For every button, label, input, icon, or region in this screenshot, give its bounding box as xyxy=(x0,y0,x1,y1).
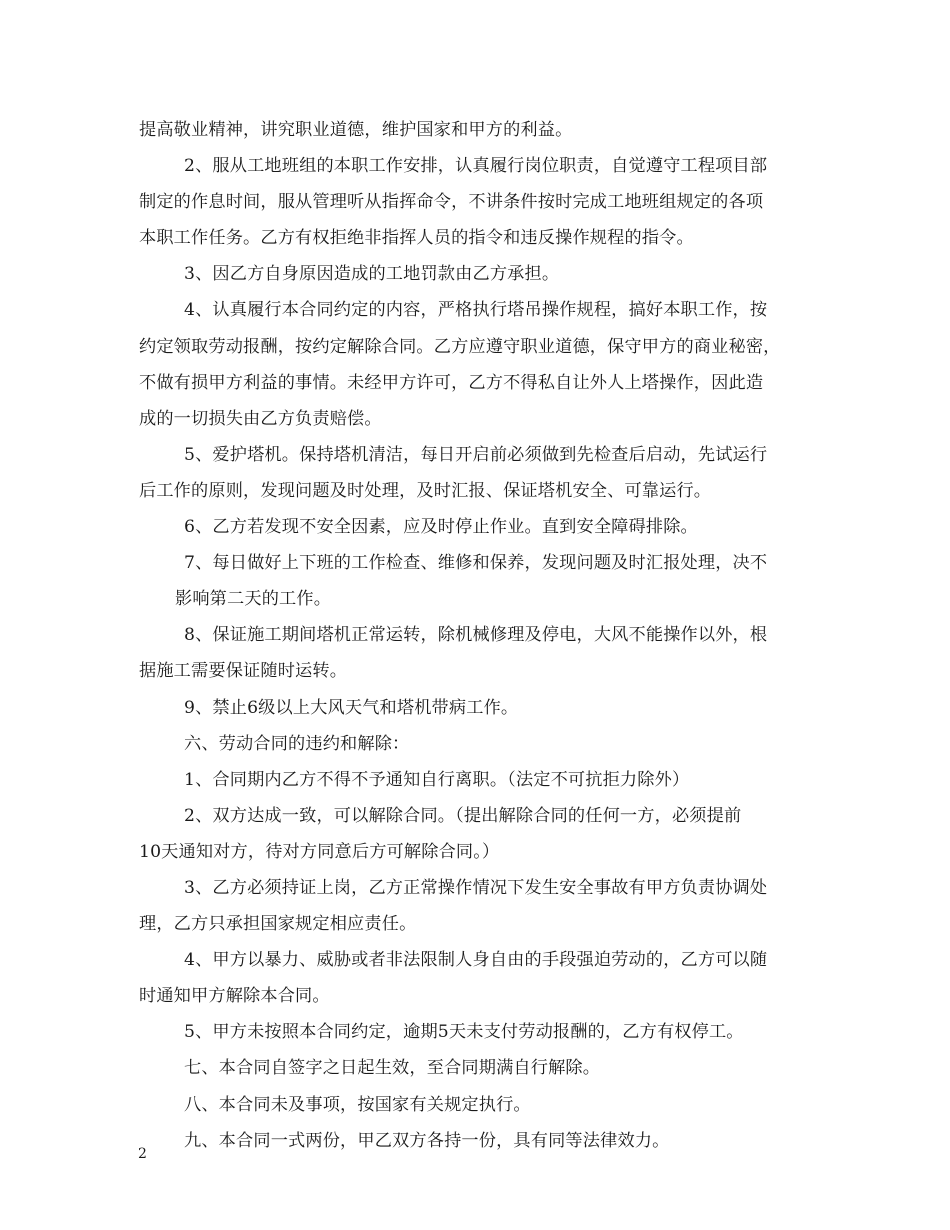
text-line: 1、合同期内乙方不得不予通知自行离职。（法定不可抗拒力除外） xyxy=(184,769,690,790)
text-line: 5、甲方未按照本合同约定，逾期5天未支付劳动报酬的，乙方有权停工。 xyxy=(184,1022,744,1043)
text-line: 2、双方达成一致，可以解除合同。（提出解除合同的任何一方，必须提前 xyxy=(184,805,742,826)
text-line: 3、乙方必须持证上岗，乙方正常操作情况下发生安全事故有甲方负责协调处 xyxy=(184,877,768,898)
section-heading: 六、劳动合同的违约和解除： xyxy=(184,733,410,754)
text-line: 4、甲方以暴力、威胁或者非法限制人身自由的手段强迫劳动的，乙方可以随 xyxy=(184,950,768,971)
text-line: 6、乙方若发现不安全因素，应及时停止作业。直到安全障碍排除。 xyxy=(184,517,698,538)
text-line: 10天通知对方，待对方同意后方可解除合同。） xyxy=(139,841,500,862)
text-line: 据施工需要保证随时运转。 xyxy=(139,661,348,682)
page-number: 2 xyxy=(138,1146,147,1162)
text-line: 本职工作任务。乙方有权拒绝非指挥人员的指令和违反操作规程的指令。 xyxy=(139,228,694,249)
document-body xyxy=(139,112,813,1159)
text-line: 提高敬业精神，讲究职业道德，维护国家和甲方的利益。 xyxy=(139,120,573,140)
text-line: 9、禁止6级以上大风天气和塔机带病工作。 xyxy=(184,697,519,718)
text-line: 4、认真履行本合同约定的内容，严格执行塔吊操作规程，搞好本职工作，按 xyxy=(184,300,768,321)
section-heading: 七、本合同自签字之日起生效，至合同期满自行解除。 xyxy=(184,1058,601,1079)
text-line: 制定的作息时间，服从管理听从指挥命令，不讲条件按时完成工地班组规定的各项 xyxy=(139,192,764,213)
text-line: 3、因乙方自身原因造成的工地罚款由乙方承担。 xyxy=(184,264,560,285)
text-line: 7、每日做好上下班的工作检查、维修和保养，发现问题及时汇报处理，决不 xyxy=(184,553,768,574)
text-line: 理，乙方只承担国家规定相应责任。 xyxy=(139,914,417,935)
text-line: 影响第二天的工作。 xyxy=(175,589,332,610)
section-heading: 八、本合同未及事项，按国家有关规定执行。 xyxy=(184,1094,531,1115)
text-line: 后工作的原则，发现问题及时处理，及时汇报、保证塔机安全、可靠运行。 xyxy=(139,480,712,501)
text-line: 约定领取劳动报酬，按约定解除合同。乙方应遵守职业道德，保守甲方的商业秘密， xyxy=(139,336,781,357)
text-line: 时通知甲方解除本合同。 xyxy=(139,986,330,1007)
text-line: 不做有损甲方利益的事情。未经甲方许可，乙方不得私自让外人上塔操作，因此造 xyxy=(139,372,764,393)
text-line: 2、服从工地班组的本职工作安排，认真履行岗位职责，自觉遵守工程项目部 xyxy=(184,156,768,177)
text-line: 8、保证施工期间塔机正常运转，除机械修理及停电，大风不能操作以外，根 xyxy=(184,625,768,646)
text-line: 成的一切损失由乙方负责赔偿。 xyxy=(139,408,382,429)
text-line: 5、爱护塔机。保持塔机清洁，每日开启前必须做到先检查后启动，先试运行 xyxy=(184,444,768,465)
section-heading: 九、本合同一式两份，甲乙双方各持一份，具有同等法律效力。 xyxy=(184,1130,670,1151)
